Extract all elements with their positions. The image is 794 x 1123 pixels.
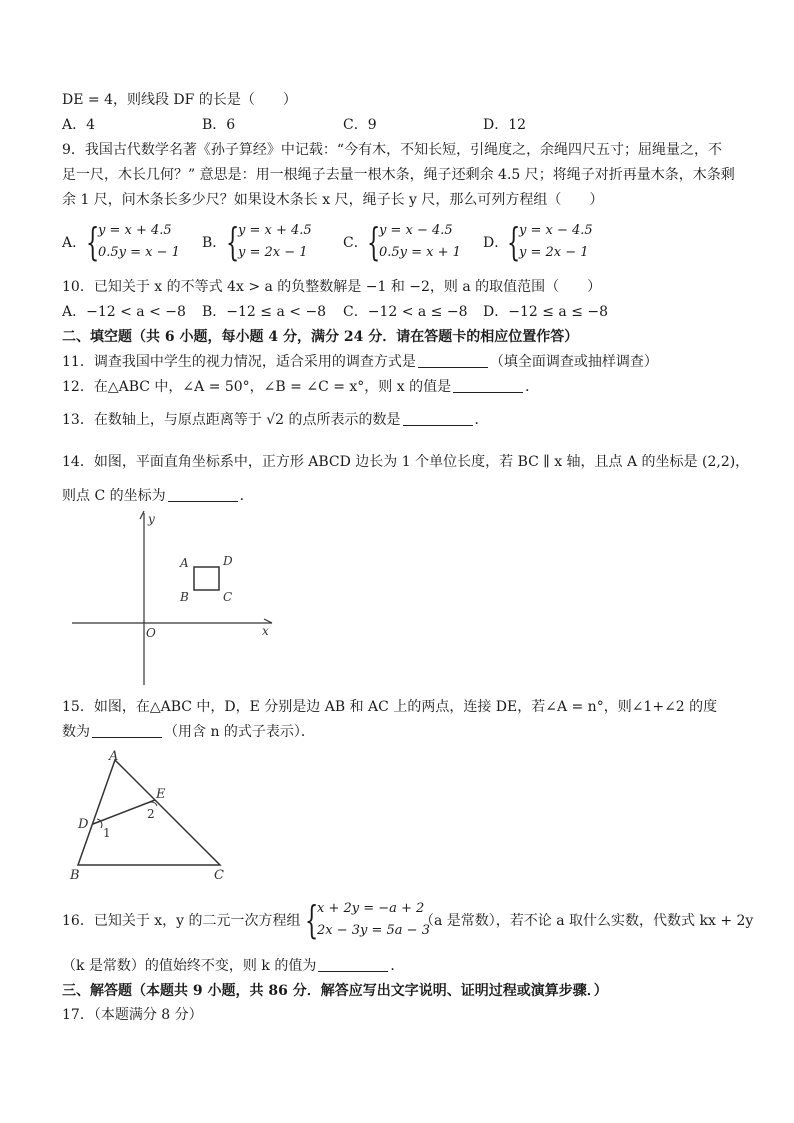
q8-option-b[interactable]: B．6 [202, 117, 236, 133]
q10-option-b[interactable]: B．−12 ≤ a < −8 [202, 304, 327, 320]
q9-option-b-eq2: y = 2x − 1 [238, 245, 308, 260]
q16-eq2: 2x − 3y = 5a − 3 [317, 923, 430, 938]
q10-option-a[interactable]: A．−12 < a < −8 [62, 304, 186, 320]
vertex-b-label: B [70, 868, 80, 883]
q9-option-d-label[interactable]: D． [483, 235, 509, 251]
q16-eq1: x + 2y = −a + 2 [317, 901, 425, 916]
vertex-a-label: A [109, 749, 119, 764]
q9-option-c-system: { y = x − 4.5 0.5y = x + 1 [367, 220, 461, 264]
segment-de [93, 800, 155, 824]
point-a-label: A [180, 556, 189, 570]
q15-answer-blank[interactable] [92, 723, 162, 738]
q13 [62, 410, 489, 430]
q10-option-c[interactable]: C．−12 < a ≤ −8 [343, 304, 468, 320]
q16-end: ． [390, 958, 405, 974]
q12-text: 12．在△ABC 中，∠A = 50°，∠B = ∠C = x°，则 x 的值是 [62, 379, 452, 395]
point-c-label: C [223, 590, 233, 604]
q16-answer-blank[interactable] [318, 957, 388, 972]
q15-hint: （用含 n 的式子表示）． [164, 724, 315, 740]
q16-stem-post: （a 是常数），若不论 a 取什么实数，代数式 kx + 2y [420, 913, 754, 929]
q9-option-b-eq1: y = x + 4.5 [238, 223, 312, 238]
angle-2-label: 2 [147, 807, 155, 821]
q14-coordinate-figure [62, 507, 292, 687]
q14-end: ． [239, 488, 254, 504]
q11-answer-blank[interactable] [418, 353, 488, 368]
q9-option-a-system: { y = x + 4.5 0.5y = x − 1 [86, 220, 180, 264]
point-d-label: D [223, 554, 233, 568]
q14-stem-line1: 14．如图，平面直角坐标系中，正方形 ABCD 边长为 1 个单位长度，若 BC ∥ x 轴，且点 A 的坐标是 (2,2)， [62, 454, 750, 470]
q12-answer-blank[interactable] [453, 378, 523, 393]
q16-stem-pre: 16．已知关于 x，y 的二元一次方程组 [62, 913, 301, 929]
q14-text: 则点 C 的坐标为 [62, 488, 166, 504]
angle-1-label: 1 [103, 826, 111, 840]
x-axis-label: x [262, 624, 269, 638]
q9-stem-line3: 余 1 尺，问木条长多少尺？如果设木条长 x 尺，绳子长 y 尺，那么可列方程组（ ） [62, 192, 604, 208]
q9-option-d-eq2: y = 2x − 1 [519, 245, 589, 260]
point-d-label: D [78, 817, 89, 832]
q10-stem: 10．已知关于 x 的不等式 4x > a 的负整数解是 −1 和 −2，则 a 的取值范围（ ） [62, 279, 602, 295]
vertex-c-label: C [214, 868, 224, 883]
point-b-label: B [180, 590, 189, 604]
q15-triangle-figure [62, 748, 242, 888]
q14-answer-blank[interactable] [168, 487, 238, 502]
y-axis-label: y [148, 512, 155, 526]
q9-option-b-label[interactable]: B． [202, 235, 227, 251]
q11-text: 11．调查我国中学生的视力情况，适合采用的调查方式是 [62, 354, 416, 370]
q9-stem-line2: 足一尺，木长几何？” 意思是：用一根绳子去量一根木条，绳子还剩余 4.5 尺；将绳子对折再量木条，木条剩 [62, 167, 735, 183]
q8-option-d[interactable]: D．12 [483, 117, 527, 133]
q9-stem-line1: 9．我国古代数学名著《孙子算经》中记载：“今有木，不知长短，引绳度之，余绳四尺五寸；屈绳量之，不 [62, 142, 723, 158]
section-2-heading: 二、填空题（共 6 小题，每小题 4 分，满分 24 分．请在答题卡的相应位置作答） [62, 329, 579, 345]
q10-option-d[interactable]: D．−12 ≤ a ≤ −8 [483, 304, 609, 320]
q8-option-c[interactable]: C．9 [343, 117, 377, 133]
q9-option-a-eq1: y = x + 4.5 [98, 223, 172, 238]
q9-option-a-eq2: 0.5y = x − 1 [98, 245, 180, 260]
q13-end: ． [474, 412, 489, 428]
q17-heading: 17．（本题满分 8 分） [62, 1007, 203, 1023]
q9-option-c-eq2: 0.5y = x + 1 [379, 245, 461, 260]
q15-text: 数为 [62, 724, 90, 740]
point-e-label: E [156, 787, 166, 802]
q9-option-c-label[interactable]: C． [343, 235, 368, 251]
q9-option-d-eq1: y = x − 4.5 [519, 223, 593, 238]
q11 [62, 352, 658, 372]
y-axis-arrow [140, 511, 144, 519]
q14-line2 [62, 486, 254, 506]
q16-system: { x + 2y = −a + 2 2x − 3y = 5a − 3 [305, 898, 430, 942]
q12-end: ． [525, 379, 540, 395]
angle-2-arc [148, 802, 157, 806]
q16-text: （k 是常数）的值始终不变，则 k 的值为 [62, 958, 317, 974]
q12 [62, 377, 539, 397]
section-3-heading: 三、解答题（本题共 9 小题，共 86 分．解答应写出文字说明、证明过程或演算步骤．） [62, 983, 608, 999]
q8-stem-tail: DE = 4，则线段 DF 的长是（ ） [62, 92, 297, 108]
q8-option-a[interactable]: A．4 [62, 117, 96, 133]
q9-option-b-system: { y = x + 4.5 y = 2x − 1 [226, 220, 312, 264]
q11-hint: （填全面调查或抽样调查） [489, 354, 658, 370]
origin-label: O [146, 626, 156, 640]
q9-option-a-label[interactable]: A． [62, 235, 87, 251]
q15-line2 [62, 722, 315, 742]
q16-line2 [62, 956, 404, 976]
q13-answer-blank[interactable] [403, 411, 473, 426]
q15-stem-line1: 15．如图，在△ABC 中，D，E 分别是边 AB 和 AC 上的两点，连接 DE，若∠A = n°，则∠1+∠2 的度 [62, 699, 718, 715]
q9-option-c-eq1: y = x − 4.5 [379, 223, 453, 238]
square-abcd [194, 567, 219, 590]
q9-option-d-system: { y = x − 4.5 y = 2x − 1 [507, 220, 593, 264]
q13-text: 13．在数轴上，与原点距离等于 √2 的点所表示的数是 [62, 412, 401, 428]
